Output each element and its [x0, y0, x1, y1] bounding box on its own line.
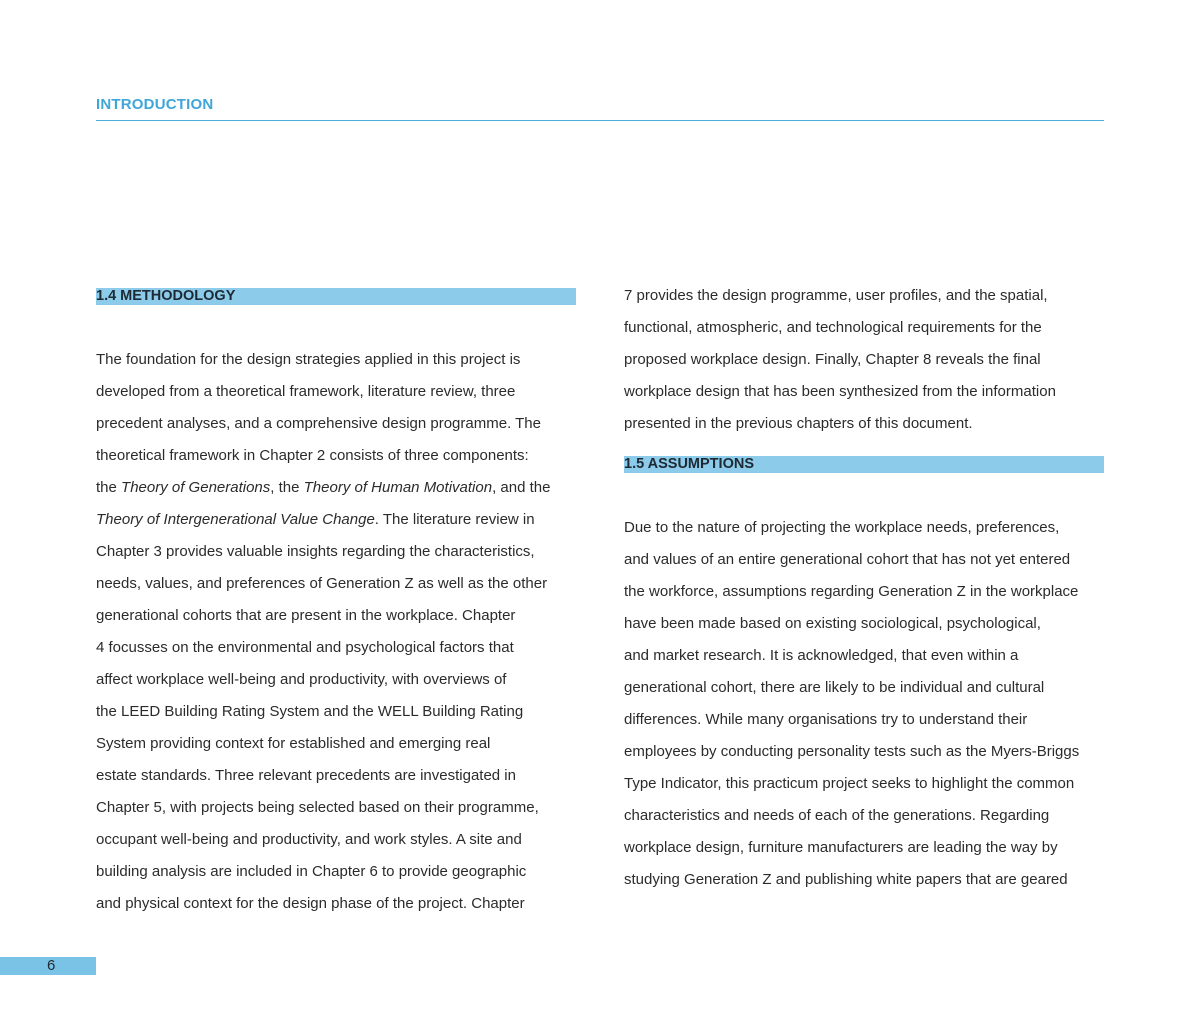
paragraph-line: Chapter 3 provides valuable insights regarding the characteristics,	[96, 543, 535, 560]
paragraph-line: differences. While many organisations try to understand their	[624, 711, 1028, 728]
paragraph-line: 4 focusses on the environmental and psychological factors that	[96, 639, 514, 656]
paragraph-line: workplace design, furniture manufacturers are leading the way by	[624, 839, 1058, 856]
text-run: the	[96, 479, 122, 496]
paragraph-line: and values of an entire generational cohort that has not yet entered	[624, 551, 1071, 568]
text-run: , the	[270, 479, 304, 496]
paragraph-line: The foundation for the design strategies applied in this project is	[96, 351, 521, 368]
paragraph-line	[96, 472, 576, 504]
paragraph-line: building analysis are included in Chapter 6 to provide geographic	[96, 863, 527, 880]
page-header	[96, 96, 1104, 121]
page-number: 6	[47, 957, 56, 974]
methodology-body	[96, 344, 576, 920]
paragraph-line: occupant well-being and productivity, and work styles. A site and	[96, 831, 522, 848]
paragraph-line: affect workplace well-being and productivity, with overviews of	[96, 671, 507, 688]
left-column	[96, 280, 576, 920]
paragraph-line: the workforce, assumptions regarding Generation Z in the workplace	[624, 583, 1079, 600]
methodology-continued-body	[624, 280, 1104, 440]
italic-text: Theory of Intergenerational Value Change	[96, 511, 375, 528]
paragraph-line: presented in the previous chapters of this document.	[624, 415, 973, 432]
paragraph-line: theoretical framework in Chapter 2 consists of three components:	[96, 447, 529, 464]
text-run: . The literature review in	[374, 511, 535, 528]
section-heading-methodology: 1.4 METHODOLOGY	[96, 288, 576, 305]
paragraph-line: Type Indicator, this practicum project seeks to highlight the common	[624, 775, 1075, 792]
paragraph-line: developed from a theoretical framework, literature review, three	[96, 383, 516, 400]
paragraph-line: 7 provides the design programme, user profiles, and the spatial,	[624, 287, 1048, 304]
paragraph-line: the LEED Building Rating System and the WELL Building Rating	[96, 703, 524, 720]
paragraph-line: Due to the nature of projecting the workplace needs, preferences,	[624, 519, 1060, 536]
paragraph-line: functional, atmospheric, and technological requirements for the	[624, 319, 1042, 336]
paragraph-line: Chapter 5, with projects being selected based on their programme,	[96, 799, 539, 816]
section-gap	[624, 440, 1104, 456]
paragraph-line: and market research. It is acknowledged, that even within a	[624, 647, 1019, 664]
paragraph-line: and physical context for the design phase of the project. Chapter	[96, 895, 525, 912]
paragraph-line: have been made based on existing sociological, psychological,	[624, 615, 1041, 632]
text-run: , and the	[492, 479, 551, 496]
section-heading-assumptions: 1.5 ASSUMPTIONS	[624, 456, 1104, 473]
paragraph-line: workplace design that has been synthesized from the information	[624, 383, 1056, 400]
paragraph-line: generational cohort, there are likely to be individual and cultural	[624, 679, 1045, 696]
paragraph-line: needs, values, and preferences of Generation Z as well as the other	[96, 575, 548, 592]
paragraph-line: characteristics and needs of each of the generations. Regarding	[624, 807, 1050, 824]
italic-text: Theory of Human Motivation	[303, 479, 493, 496]
page-number-bar	[0, 957, 96, 975]
assumptions-body	[624, 512, 1104, 896]
paragraph-line	[96, 504, 576, 536]
italic-text: Theory of Generations	[121, 479, 271, 496]
paragraph-line: employees by conducting personality tests such as the Myers-Briggs	[624, 743, 1080, 760]
paragraph-line: proposed workplace design. Finally, Chapter 8 reveals the final	[624, 351, 1041, 368]
paragraph-line: studying Generation Z and publishing white papers that are geared	[624, 871, 1068, 888]
paragraph-line: System providing context for established and emerging real	[96, 735, 491, 752]
right-column	[624, 280, 1104, 896]
running-header-title: INTRODUCTION	[96, 96, 214, 113]
paragraph-line: generational cohorts that are present in the workplace. Chapter	[96, 607, 516, 624]
paragraph-line: precedent analyses, and a comprehensive design programme. The	[96, 415, 541, 432]
paragraph-line: estate standards. Three relevant precedents are investigated in	[96, 767, 516, 784]
